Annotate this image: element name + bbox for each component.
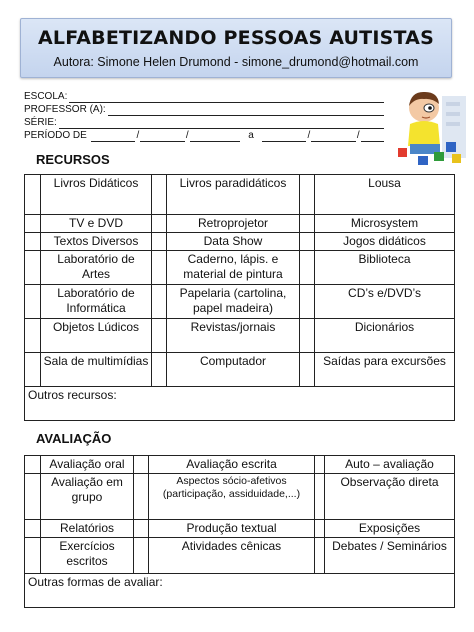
recursos-item: Data Show (167, 233, 300, 251)
checkbox-cell[interactable] (25, 456, 41, 474)
recursos-item: Livros Didáticos (41, 175, 152, 215)
serie-row (24, 116, 384, 129)
date-separator: / (356, 130, 360, 141)
author-line: Autora: Simone Helen Drumond - simone_drumond@hotmail.com (53, 55, 419, 69)
checkbox-cell[interactable] (25, 474, 41, 520)
avaliacao-item: Aspectos sócio-afetivos (participação, assiduidade,...) (149, 474, 315, 520)
checkbox-cell[interactable] (152, 215, 167, 233)
checkbox-cell[interactable] (315, 538, 325, 574)
checkbox-cell[interactable] (152, 233, 167, 251)
periodo-row (24, 129, 384, 142)
checkbox-cell[interactable] (315, 456, 325, 474)
outros-row (25, 574, 455, 608)
table-row (25, 285, 455, 319)
table-row (25, 233, 455, 251)
checkbox-cell[interactable] (300, 319, 315, 353)
avaliacao-table (24, 455, 455, 608)
table-row (25, 538, 455, 574)
checkbox-cell[interactable] (300, 251, 315, 285)
page-title: ALFABETIZANDO PESSOAS AUTISTAS (38, 27, 434, 49)
avaliacao-item: Auto – avaliação (325, 456, 455, 474)
checkbox-cell[interactable] (25, 215, 41, 233)
avaliacao-item: Debates / Seminários (325, 538, 455, 574)
recursos-item: Sala de multimídias (41, 353, 152, 387)
checkbox-cell[interactable] (134, 456, 149, 474)
recursos-outros-field[interactable]: Outros recursos: (25, 387, 455, 421)
avaliacao-item: Relatórios (41, 520, 134, 538)
checkbox-cell[interactable] (134, 474, 149, 520)
recursos-item: TV e DVD (41, 215, 152, 233)
checkbox-cell[interactable] (25, 251, 41, 285)
avaliacao-outros-field[interactable]: Outras formas de avaliar: (25, 574, 455, 608)
recursos-item: Jogos didáticos (315, 233, 455, 251)
avaliacao-item: Exercícios escritos (41, 538, 134, 574)
table-row (25, 319, 455, 353)
professor-label: PROFESSOR (A): (24, 104, 106, 115)
table-row (25, 251, 455, 285)
checkbox-cell[interactable] (152, 353, 167, 387)
recursos-item: Saídas para excursões (315, 353, 455, 387)
checkbox-cell[interactable] (25, 353, 41, 387)
checkbox-cell[interactable] (300, 353, 315, 387)
recursos-heading: RECURSOS (36, 152, 110, 167)
table-row (25, 456, 455, 474)
escola-field[interactable] (69, 92, 384, 103)
avaliacao-item: Atividades cênicas (149, 538, 315, 574)
checkbox-cell[interactable] (315, 520, 325, 538)
checkbox-cell[interactable] (152, 251, 167, 285)
periodo-start-day-field[interactable] (91, 131, 136, 142)
table-row (25, 474, 455, 520)
recursos-item: Papelaria (cartolina, papel madeira) (167, 285, 300, 319)
checkbox-cell[interactable] (25, 175, 41, 215)
table-row (25, 215, 455, 233)
avaliacao-item: Avaliação oral (41, 456, 134, 474)
checkbox-cell[interactable] (315, 474, 325, 520)
table-row (25, 175, 455, 215)
periodo-end-year-field[interactable] (361, 131, 384, 142)
title-banner (20, 18, 452, 78)
checkbox-cell[interactable] (300, 175, 315, 215)
escola-label: ESCOLA: (24, 91, 68, 102)
recursos-item: Dicionários (315, 319, 455, 353)
recursos-item: Caderno, lápis. e material de pintura (167, 251, 300, 285)
date-separator: / (136, 130, 140, 141)
recursos-item: Computador (167, 353, 300, 387)
avaliacao-item: Produção textual (149, 520, 315, 538)
periodo-end-month-field[interactable] (311, 131, 356, 142)
serie-field[interactable] (59, 118, 384, 129)
date-separator: / (307, 130, 311, 141)
identification-form (24, 90, 384, 142)
table-row (25, 520, 455, 538)
recursos-item: Revistas/jornais (167, 319, 300, 353)
checkbox-cell[interactable] (25, 233, 41, 251)
avaliacao-heading: AVALIAÇÃO (36, 431, 112, 446)
periodo-label: PERÍODO DE (24, 130, 87, 141)
periodo-start-month-field[interactable] (140, 131, 185, 142)
checkbox-cell[interactable] (25, 319, 41, 353)
checkbox-cell[interactable] (300, 285, 315, 319)
avaliacao-item: Avaliação em grupo (41, 474, 134, 520)
periodo-a-label: a (248, 130, 254, 141)
checkbox-cell[interactable] (25, 520, 41, 538)
recursos-item: Livros paradidáticos (167, 175, 300, 215)
recursos-table (24, 174, 455, 421)
recursos-item: CD’s e/DVD’s (315, 285, 455, 319)
checkbox-cell[interactable] (25, 285, 41, 319)
checkbox-cell[interactable] (134, 520, 149, 538)
checkbox-cell[interactable] (134, 538, 149, 574)
avaliacao-item: Avaliação escrita (149, 456, 315, 474)
periodo-end-day-field[interactable] (262, 131, 307, 142)
recursos-item: Biblioteca (315, 251, 455, 285)
outros-row (25, 387, 455, 421)
date-separator: / (185, 130, 189, 141)
recursos-item: Textos Diversos (41, 233, 152, 251)
checkbox-cell[interactable] (152, 285, 167, 319)
checkbox-cell[interactable] (25, 538, 41, 574)
professor-row (24, 103, 384, 116)
checkbox-cell[interactable] (300, 233, 315, 251)
recursos-item: Lousa (315, 175, 455, 215)
table-row (25, 353, 455, 387)
child-playing-illustration (396, 86, 468, 168)
recursos-item: Laboratório de Informática (41, 285, 152, 319)
avaliacao-item: Observação direta (325, 474, 455, 520)
escola-row (24, 90, 384, 103)
checkbox-cell[interactable] (152, 175, 167, 215)
recursos-item: Laboratório de Artes (41, 251, 152, 285)
recursos-item: Objetos Lúdicos (41, 319, 152, 353)
checkbox-cell[interactable] (152, 319, 167, 353)
recursos-item: Microsystem (315, 215, 455, 233)
serie-label: SÉRIE: (24, 117, 57, 128)
professor-field[interactable] (108, 105, 384, 116)
recursos-item: Retroprojetor (167, 215, 300, 233)
checkbox-cell[interactable] (300, 215, 315, 233)
avaliacao-item: Exposições (325, 520, 455, 538)
periodo-start-year-field[interactable] (190, 131, 241, 142)
